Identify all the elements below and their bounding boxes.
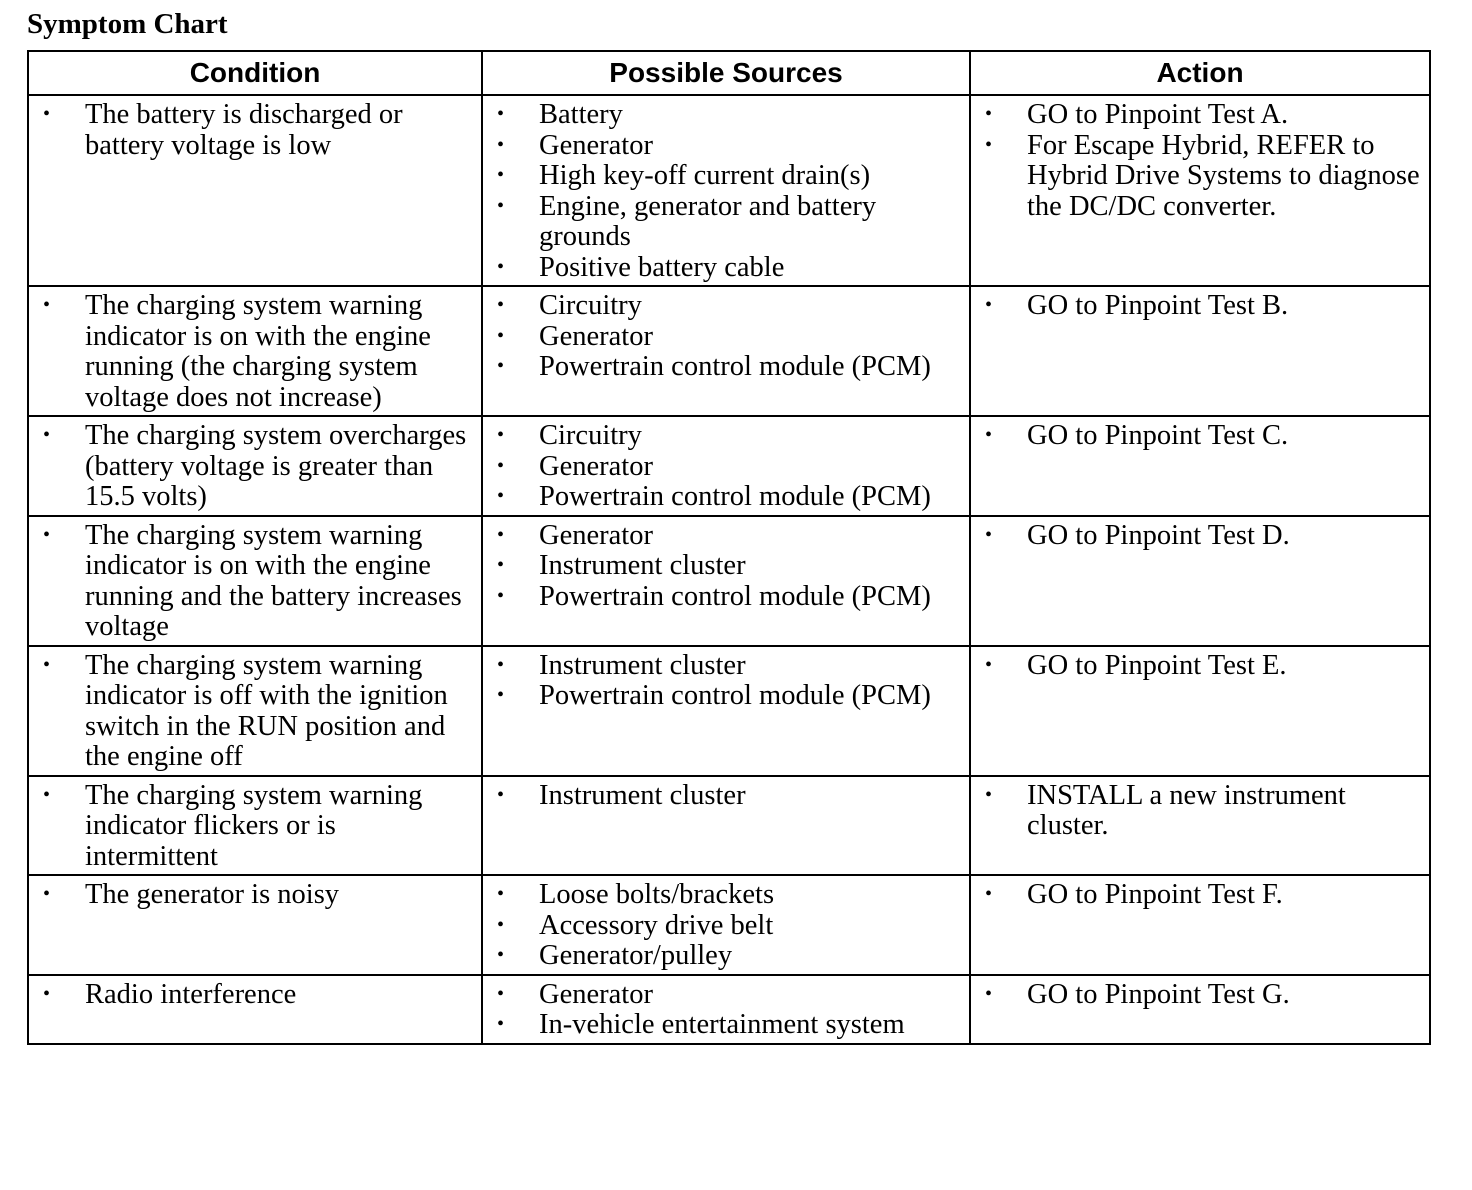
action-list [971,777,1429,844]
list-item: • High key-off current drain(s) [483,161,961,192]
sources-list [483,417,969,515]
condition-cell [28,95,482,286]
list-item: • Engine, generator and battery grounds [483,192,961,253]
list-item: • Generator [483,521,961,552]
list-item: • Generator [483,322,961,353]
possible-sources-cell [482,646,970,776]
list-item: • The charging system warning indicator is on with the engine running and the battery increases voltage [29,521,473,643]
list-item: • Radio interference [29,980,473,1011]
list-item: • The charging system overcharges (battery voltage is greater than 15.5 volts) [29,421,473,513]
table-row [28,286,1430,416]
condition-list [29,96,481,163]
table-row [28,516,1430,646]
list-item: • Positive battery cable [483,253,961,284]
possible-sources-cell [482,975,970,1044]
possible-sources-cell [482,286,970,416]
action-cell [970,516,1430,646]
list-item: • Circuitry [483,421,961,452]
table-body [28,95,1430,1044]
condition-list [29,876,481,913]
action-cell [970,646,1430,776]
list-item: • GO to Pinpoint Test C. [971,421,1421,452]
list-item: • Accessory drive belt [483,911,961,942]
list-item: • GO to Pinpoint Test B. [971,291,1421,322]
list-item: • Generator [483,452,961,483]
list-item: • GO to Pinpoint Test A. [971,100,1421,131]
symptom-chart-table [27,50,1431,1045]
possible-sources-header: Possible Sources [482,51,970,95]
table-row [28,776,1430,876]
list-item: • The generator is noisy [29,880,473,911]
possible-sources-cell [482,516,970,646]
list-item: • Generator/pulley [483,941,961,972]
list-item: • The charging system warning indicator is off with the ignition switch in the RUN position and the engine off [29,651,473,773]
condition-list [29,287,481,415]
action-cell [970,95,1430,286]
condition-header: Condition [28,51,482,95]
sources-list [483,287,969,385]
condition-cell [28,875,482,975]
condition-list [29,647,481,775]
action-list [971,647,1429,684]
sources-list [483,517,969,615]
list-item: • Instrument cluster [483,781,961,812]
action-list [971,417,1429,454]
table-header-row [28,51,1430,95]
table-row [28,95,1430,286]
list-item: • INSTALL a new instrument cluster. [971,781,1421,842]
table-row [28,416,1430,516]
action-list [971,96,1429,224]
action-cell [970,416,1430,516]
list-item: • Circuitry [483,291,961,322]
list-item: • Powertrain control module (PCM) [483,582,961,613]
list-item: • The charging system warning indicator flickers or is intermittent [29,781,473,873]
possible-sources-cell [482,95,970,286]
list-item: • Generator [483,131,961,162]
action-cell [970,975,1430,1044]
chart-title: Symptom Chart [27,8,228,40]
condition-list [29,777,481,875]
sources-list [483,876,969,974]
action-list [971,976,1429,1013]
condition-cell [28,776,482,876]
action-list [971,517,1429,554]
condition-cell [28,975,482,1044]
possible-sources-cell [482,416,970,516]
list-item: • In-vehicle entertainment system [483,1010,961,1041]
table-row [28,975,1430,1044]
table-row [28,875,1430,975]
list-item: • Battery [483,100,961,131]
condition-list [29,517,481,645]
action-list [971,876,1429,913]
sources-list [483,96,969,285]
condition-list [29,976,481,1013]
list-item: • Powertrain control module (PCM) [483,482,961,513]
list-item: • Generator [483,980,961,1011]
action-list [971,287,1429,324]
action-cell [970,776,1430,876]
possible-sources-cell [482,776,970,876]
list-item: • GO to Pinpoint Test E. [971,651,1421,682]
condition-cell [28,516,482,646]
sources-list [483,777,969,814]
condition-cell [28,646,482,776]
action-header: Action [970,51,1430,95]
list-item: • GO to Pinpoint Test D. [971,521,1421,552]
list-item: • GO to Pinpoint Test F. [971,880,1421,911]
table-row [28,646,1430,776]
list-item: • Loose bolts/brackets [483,880,961,911]
action-cell [970,286,1430,416]
sources-list [483,647,969,714]
list-item: • Powertrain control module (PCM) [483,352,961,383]
action-cell [970,875,1430,975]
list-item: • The charging system warning indicator is on with the engine running (the charging system voltage does not increase) [29,291,473,413]
list-item: • Instrument cluster [483,551,961,582]
condition-cell [28,416,482,516]
list-item: • Instrument cluster [483,651,961,682]
possible-sources-cell [482,875,970,975]
list-item: • The battery is discharged or battery voltage is low [29,100,473,161]
condition-list [29,417,481,515]
condition-cell [28,286,482,416]
list-item: • Powertrain control module (PCM) [483,681,961,712]
list-item: • GO to Pinpoint Test G. [971,980,1421,1011]
list-item: • For Escape Hybrid, REFER to Hybrid Drive Systems to diagnose the DC/DC converter. [971,131,1421,223]
sources-list [483,976,969,1043]
